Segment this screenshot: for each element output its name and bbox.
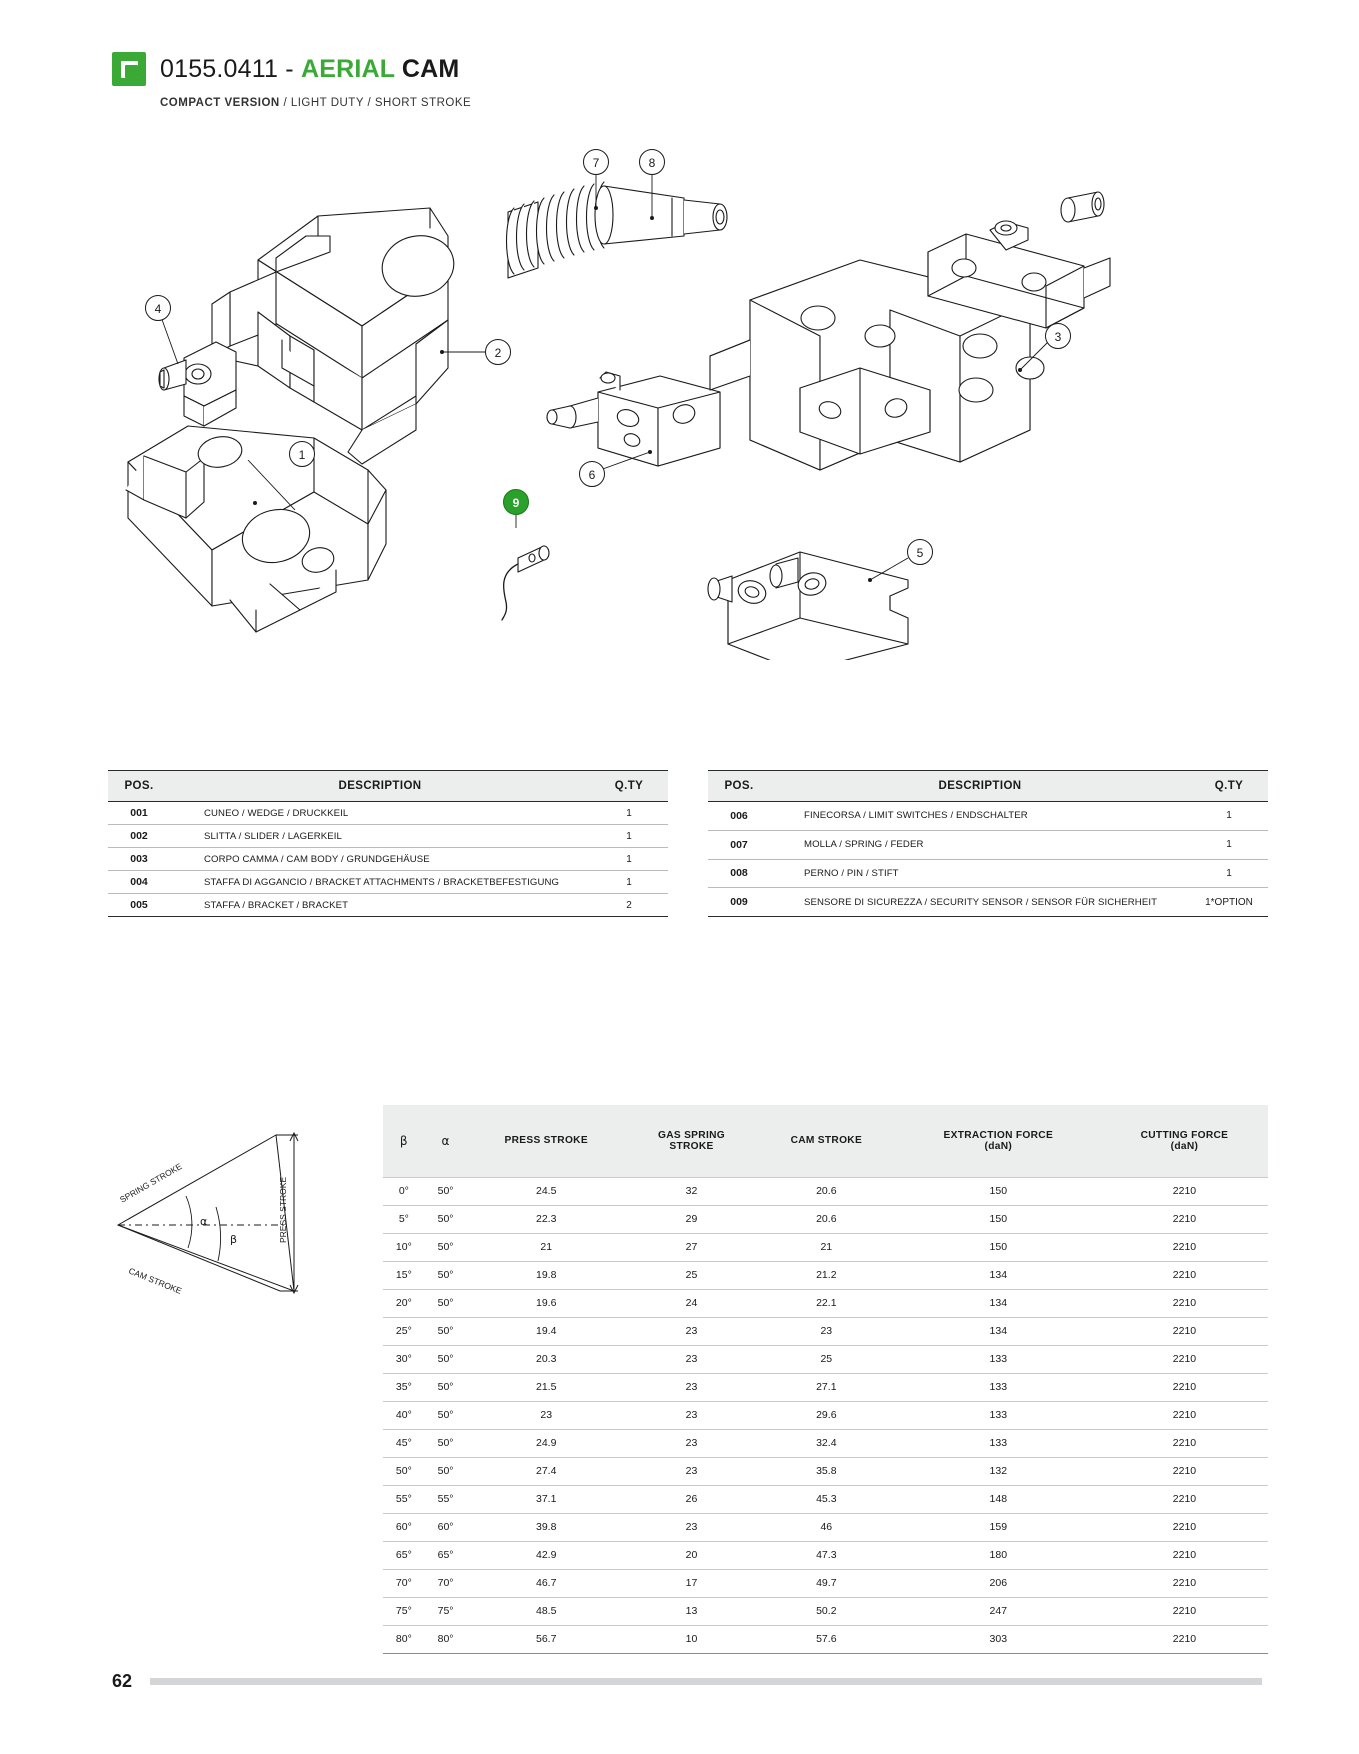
cell-gas-spring-stroke: 23 [626,1429,757,1457]
cell-extraction-force: 133 [896,1373,1101,1401]
cell-cutting-force: 2210 [1101,1261,1268,1289]
cell-gas-spring-stroke: 23 [626,1401,757,1429]
cell-press-stroke: 24.5 [466,1177,626,1205]
cell-qty: 1 [590,871,668,894]
cell-cutting-force: 2210 [1101,1569,1268,1597]
cell-gas-spring-stroke: 27 [626,1233,757,1261]
cell-alpha: 50° [425,1457,467,1485]
cell-pos: 007 [708,830,770,859]
callout-8 [640,150,665,175]
cell-beta: 60° [383,1513,425,1541]
col-header-qty: Q.TY [590,771,668,802]
svg-text:7: 7 [592,156,600,170]
col-header-extraction-force [896,1105,1101,1177]
cell-extraction-force: 134 [896,1261,1101,1289]
callout-3 [1046,324,1071,349]
table-row [708,888,1268,917]
col-header-alpha: α [425,1105,467,1177]
cell-extraction-force: 159 [896,1513,1101,1541]
label-alpha: α [200,1215,208,1228]
cell-extraction-force: 206 [896,1569,1101,1597]
cell-gas-spring-stroke: 23 [626,1345,757,1373]
cell-pos: 004 [108,871,170,894]
cell-pos: 005 [108,894,170,917]
cell-cam-stroke: 57.6 [757,1625,896,1653]
cell-cutting-force: 2210 [1101,1317,1268,1345]
cell-cam-stroke: 20.6 [757,1177,896,1205]
col-header-cam-stroke: CAM STROKE [757,1105,896,1177]
cell-gas-spring-stroke: 23 [626,1317,757,1345]
page-footer [112,1671,1262,1692]
cell-pos: 008 [708,859,770,888]
cell-extraction-force: 133 [896,1345,1101,1373]
page-number: 62 [112,1671,133,1691]
table-row [383,1625,1268,1653]
cell-alpha: 50° [425,1401,467,1429]
cell-extraction-force: 247 [896,1597,1101,1625]
part-7-spring [507,182,605,278]
cell-description: STAFFA / BRACKET / BRACKET [170,894,590,917]
table-header-row [108,771,668,802]
table-row [108,848,668,871]
cell-press-stroke: 19.4 [466,1317,626,1345]
cell-beta: 70° [383,1569,425,1597]
cell-cutting-force: 2210 [1101,1597,1268,1625]
col-header-qty: Q.TY [1190,771,1268,802]
cell-description: CORPO CAMMA / CAM BODY / GRUNDGEHÄUSE [170,848,590,871]
cell-alpha: 55° [425,1485,467,1513]
cell-beta: 35° [383,1373,425,1401]
table-row [383,1457,1268,1485]
cell-description: STAFFA DI AGGANCIO / BRACKET ATTACHMENTS / BRACKETBEFESTIGUNG [170,871,590,894]
cell-press-stroke: 21.5 [466,1373,626,1401]
cell-qty: 2 [590,894,668,917]
svg-text:8: 8 [648,156,656,170]
cell-gas-spring-stroke: 23 [626,1457,757,1485]
svg-text:3: 3 [1054,330,1062,344]
cell-cutting-force: 2210 [1101,1401,1268,1429]
cell-press-stroke: 20.3 [466,1345,626,1373]
table-row [383,1177,1268,1205]
cell-cutting-force: 2210 [1101,1373,1268,1401]
table-row [108,802,668,825]
cell-cutting-force: 2210 [1101,1233,1268,1261]
cell-beta: 40° [383,1401,425,1429]
table-row [383,1289,1268,1317]
cell-alpha: 70° [425,1569,467,1597]
cell-cam-stroke: 49.7 [757,1569,896,1597]
cell-gas-spring-stroke: 32 [626,1177,757,1205]
exploded-assembly-drawing [100,140,1280,660]
part-9-security-sensor [502,546,549,620]
table-row [108,894,668,917]
cell-extraction-force: 134 [896,1317,1101,1345]
cell-cutting-force: 2210 [1101,1429,1268,1457]
label-press-stroke: PRESS STROKE [278,1176,288,1243]
table-row [383,1485,1268,1513]
part-2-wedge-body [212,208,459,464]
cell-cutting-force: 2210 [1101,1345,1268,1373]
cell-alpha: 60° [425,1513,467,1541]
header-line-2: STROKE [669,1140,714,1152]
subtitle-rest: / LIGHT DUTY / SHORT STROKE [279,97,472,109]
part-6-limit-switch [547,372,720,466]
table-row [383,1205,1268,1233]
cell-cam-stroke: 25 [757,1345,896,1373]
cell-extraction-force: 303 [896,1625,1101,1653]
col-header-gas-spring-stroke [626,1105,757,1177]
table-row [108,825,668,848]
cell-gas-spring-stroke: 24 [626,1289,757,1317]
cell-alpha: 65° [425,1541,467,1569]
col-header-cutting-force [1101,1105,1268,1177]
cell-cam-stroke: 47.3 [757,1541,896,1569]
cell-press-stroke: 23 [466,1401,626,1429]
table-row [383,1261,1268,1289]
product-name: CAM [394,54,460,83]
header-line-1: EXTRACTION FORCE [943,1129,1054,1141]
callout-6 [580,462,605,487]
cell-gas-spring-stroke: 23 [626,1513,757,1541]
header-title-row [112,52,1262,86]
cell-pos: 002 [108,825,170,848]
table-row [708,802,1268,831]
cell-alpha: 50° [425,1429,467,1457]
cell-cam-stroke: 21 [757,1233,896,1261]
product-code: 0155.0411 - [160,54,301,83]
part-8-pin [595,186,727,244]
cell-cutting-force: 2210 [1101,1289,1268,1317]
cell-extraction-force: 134 [896,1289,1101,1317]
cell-beta: 0° [383,1177,425,1205]
cell-cutting-force: 2210 [1101,1513,1268,1541]
cell-press-stroke: 19.8 [466,1261,626,1289]
cell-cam-stroke: 45.3 [757,1485,896,1513]
cell-beta: 5° [383,1205,425,1233]
cell-gas-spring-stroke: 26 [626,1485,757,1513]
cell-beta: 45° [383,1429,425,1457]
page-header [112,52,1262,109]
cell-alpha: 50° [425,1261,467,1289]
table-row [383,1429,1268,1457]
col-header-description: DESCRIPTION [170,771,590,802]
cell-cutting-force: 2210 [1101,1625,1268,1653]
cell-alpha: 50° [425,1233,467,1261]
header-line-2: (daN) [1170,1140,1199,1152]
col-header-description: DESCRIPTION [770,771,1190,802]
cell-cutting-force: 2210 [1101,1177,1268,1205]
cell-extraction-force: 150 [896,1205,1101,1233]
spec-header-row [383,1105,1268,1177]
svg-text:4: 4 [154,302,162,316]
cell-press-stroke: 21 [466,1233,626,1261]
cell-cam-stroke: 21.2 [757,1261,896,1289]
cell-extraction-force: 180 [896,1541,1101,1569]
svg-text:1: 1 [298,448,306,462]
cell-qty: 1 [590,825,668,848]
cell-alpha: 50° [425,1205,467,1233]
cell-press-stroke: 22.3 [466,1205,626,1233]
cell-extraction-force: 133 [896,1429,1101,1457]
parts-table-right [708,770,1268,917]
table-row [708,859,1268,888]
cell-cam-stroke: 29.6 [757,1401,896,1429]
cell-pos: 001 [108,802,170,825]
cell-description: PERNO / PIN / STIFT [770,859,1190,888]
cell-cam-stroke: 35.8 [757,1457,896,1485]
callout-2 [486,340,511,365]
cell-beta: 20° [383,1289,425,1317]
cell-beta: 30° [383,1345,425,1373]
cell-qty: 1 [590,802,668,825]
cell-beta: 65° [383,1541,425,1569]
label-cam-stroke: CAM STROKE [127,1265,184,1296]
cell-cam-stroke: 22.1 [757,1289,896,1317]
cell-press-stroke: 42.9 [466,1541,626,1569]
cell-extraction-force: 150 [896,1233,1101,1261]
cell-cam-stroke: 50.2 [757,1597,896,1625]
cell-beta: 10° [383,1233,425,1261]
header-line-1: GAS SPRING [657,1129,725,1141]
col-header-beta: β [383,1105,425,1177]
cell-gas-spring-stroke: 17 [626,1569,757,1597]
cell-cam-stroke: 23 [757,1317,896,1345]
table-row [383,1541,1268,1569]
cell-press-stroke: 37.1 [466,1485,626,1513]
part-5-bracket [708,552,908,660]
cell-description: SENSORE DI SICUREZZA / SECURITY SENSOR / SENSOR FÜR SICHERHEIT [770,888,1190,917]
cell-description: CUNEO / WEDGE / DRUCKKEIL [170,802,590,825]
table-row [108,871,668,894]
angle-diagram [108,1115,358,1335]
cell-description: MOLLA / SPRING / FEDER [770,830,1190,859]
svg-text:9: 9 [512,496,520,510]
cell-gas-spring-stroke: 10 [626,1625,757,1653]
cell-extraction-force: 132 [896,1457,1101,1485]
table-header-row [708,771,1268,802]
cell-pos: 009 [708,888,770,917]
cell-description: FINECORSA / LIMIT SWITCHES / ENDSCHALTER [770,802,1190,831]
cell-cam-stroke: 27.1 [757,1373,896,1401]
cell-pos: 003 [108,848,170,871]
product-brand: AERIAL [300,54,395,83]
header-line-1: CUTTING FORCE [1140,1129,1229,1141]
table-row [383,1373,1268,1401]
cell-press-stroke: 48.5 [466,1597,626,1625]
callout-1 [290,442,315,467]
stroke-force-table [383,1105,1268,1654]
header-line-2: (daN) [984,1140,1013,1152]
cell-press-stroke: 46.7 [466,1569,626,1597]
callout-9-highlighted [504,490,529,515]
cell-gas-spring-stroke: 20 [626,1541,757,1569]
cell-extraction-force: 133 [896,1401,1101,1429]
cell-beta: 15° [383,1261,425,1289]
cell-alpha: 50° [425,1345,467,1373]
col-header-pos: POS. [108,771,170,802]
parts-table-left [108,770,668,917]
cell-qty: 1 [590,848,668,871]
cell-alpha: 80° [425,1625,467,1653]
callout-7 [584,150,609,175]
subtitle-strong: COMPACT VERSION [160,97,280,109]
cell-beta: 80° [383,1625,425,1653]
table-row [383,1513,1268,1541]
cell-cam-stroke: 46 [757,1513,896,1541]
cell-extraction-force: 148 [896,1485,1101,1513]
part-1-slider [126,426,386,632]
cell-alpha: 75° [425,1597,467,1625]
cell-cutting-force: 2210 [1101,1457,1268,1485]
cell-cam-stroke: 20.6 [757,1205,896,1233]
callout-4 [146,296,171,321]
cell-qty: 1 [1190,830,1268,859]
label-spring-stroke: SPRING STROKE [118,1161,184,1205]
cell-gas-spring-stroke: 23 [626,1373,757,1401]
page-title [160,55,459,84]
svg-text:5: 5 [916,546,924,560]
callout-5 [908,540,933,565]
table-row [383,1317,1268,1345]
brand-logo-icon [112,52,146,86]
table-row [383,1569,1268,1597]
cell-description: SLITTA / SLIDER / LAGERKEIL [170,825,590,848]
cell-beta: 25° [383,1317,425,1345]
part-8b-pin [1061,192,1104,222]
cell-cam-stroke: 32.4 [757,1429,896,1457]
table-row [383,1401,1268,1429]
label-beta: β [230,1233,238,1246]
svg-text:6: 6 [588,468,596,482]
table-row [383,1345,1268,1373]
svg-text:2: 2 [494,346,502,360]
page-subtitle [160,97,1262,109]
table-row [383,1597,1268,1625]
cell-press-stroke: 27.4 [466,1457,626,1485]
cell-qty: 1 [1190,802,1268,831]
parts-list-section [108,770,1268,917]
cell-beta: 50° [383,1457,425,1485]
col-header-press-stroke: PRESS STROKE [466,1105,626,1177]
cell-alpha: 50° [425,1289,467,1317]
table-row [708,830,1268,859]
table-row [383,1233,1268,1261]
cell-cutting-force: 2210 [1101,1541,1268,1569]
cell-qty: 1 [1190,859,1268,888]
cell-beta: 55° [383,1485,425,1513]
cell-alpha: 50° [425,1373,467,1401]
part-4-bracket-attachment [159,342,236,426]
cell-pos: 006 [708,802,770,831]
cell-press-stroke: 19.6 [466,1289,626,1317]
cell-press-stroke: 24.9 [466,1429,626,1457]
footer-divider [150,1678,1262,1685]
cell-alpha: 50° [425,1177,467,1205]
col-header-pos: POS. [708,771,770,802]
cell-press-stroke: 56.7 [466,1625,626,1653]
cell-gas-spring-stroke: 25 [626,1261,757,1289]
cell-cutting-force: 2210 [1101,1205,1268,1233]
cell-cutting-force: 2210 [1101,1485,1268,1513]
cell-gas-spring-stroke: 13 [626,1597,757,1625]
cell-extraction-force: 150 [896,1177,1101,1205]
cell-beta: 75° [383,1597,425,1625]
cell-alpha: 50° [425,1317,467,1345]
cell-qty: 1*OPTION [1190,888,1268,917]
cell-gas-spring-stroke: 29 [626,1205,757,1233]
cell-press-stroke: 39.8 [466,1513,626,1541]
